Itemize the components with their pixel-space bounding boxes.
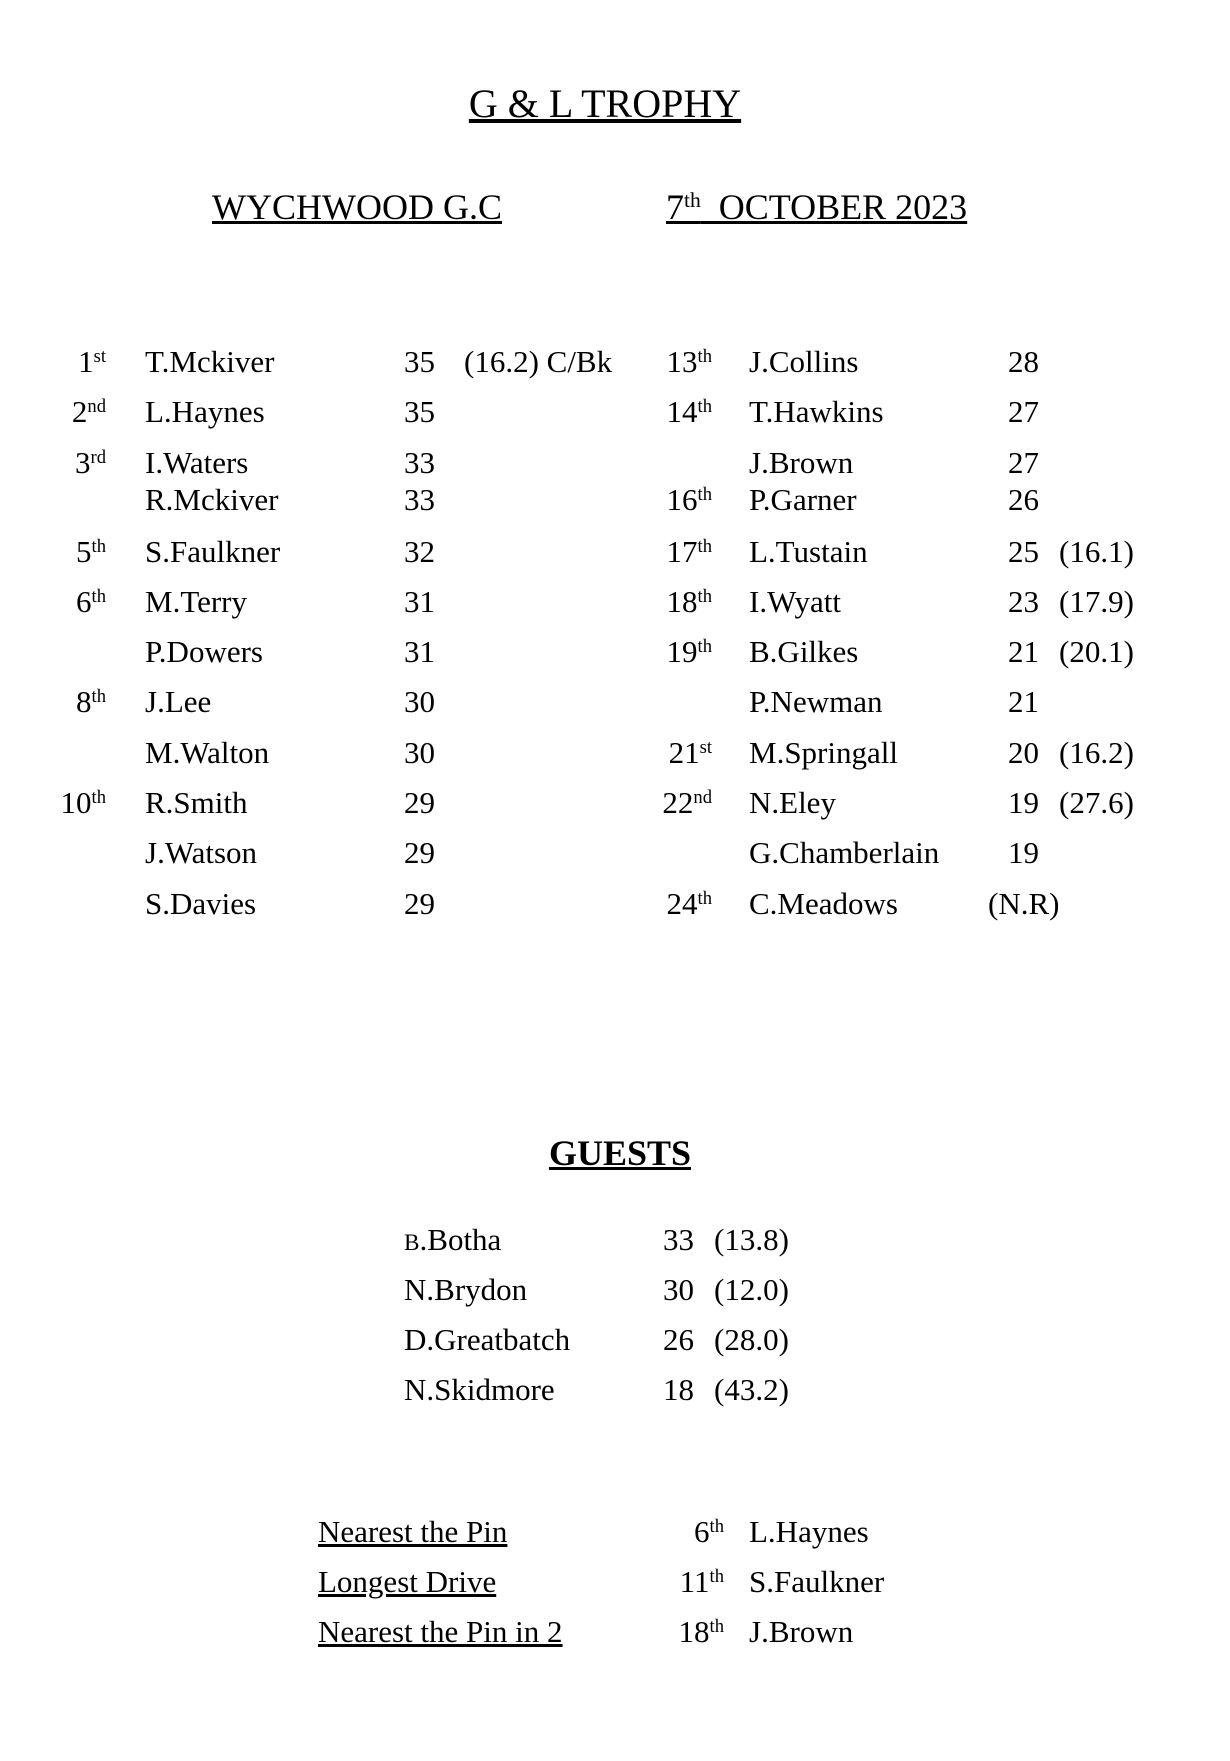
- prize-hole-suffix: th: [709, 1565, 724, 1587]
- player-score: 26: [1008, 482, 1039, 517]
- position-suffix: th: [697, 345, 712, 367]
- prize-hole-number: 11: [679, 1564, 710, 1599]
- player-name: P.Garner: [749, 482, 857, 517]
- player-score: 28: [1008, 344, 1039, 379]
- position-cell: [650, 785, 712, 821]
- position-suffix: th: [697, 535, 712, 557]
- player-name: G.Chamberlain: [749, 835, 940, 870]
- guest-surname: D.Greatbatch: [404, 1322, 571, 1357]
- position-suffix: th: [697, 483, 712, 505]
- player-note: (20.1): [1059, 634, 1134, 669]
- prize-hole-suffix: th: [709, 1515, 724, 1537]
- guest-score: 33: [663, 1222, 694, 1257]
- player-score: 35: [404, 394, 435, 429]
- date-day: 7: [666, 187, 684, 227]
- prize-hole: [640, 1514, 724, 1550]
- player-score: 31: [404, 634, 435, 669]
- guest-note: (28.0): [714, 1322, 789, 1357]
- player-score: (N.R): [988, 886, 1060, 921]
- player-name: L.Tustain: [749, 534, 868, 569]
- page-title: G & L TROPHY: [468, 81, 742, 126]
- player-score: 32: [404, 534, 435, 569]
- player-name: M.Walton: [145, 735, 270, 770]
- position-number: 6: [76, 584, 92, 619]
- player-score: 31: [404, 584, 435, 619]
- player-name: I.Wyatt: [749, 584, 841, 619]
- position-number: 22: [662, 785, 694, 820]
- position-suffix: th: [91, 786, 106, 808]
- player-score: 21: [1008, 684, 1039, 719]
- player-score: 29: [404, 886, 435, 921]
- guest-note: (43.2): [714, 1372, 789, 1407]
- prize-label: Longest Drive: [318, 1564, 497, 1599]
- position-suffix: th: [697, 635, 712, 657]
- guest-initial: B: [404, 1230, 420, 1256]
- position-cell: [50, 445, 106, 481]
- position-number: 10: [60, 785, 92, 820]
- player-name: J.Brown: [749, 445, 854, 480]
- player-name: L.Haynes: [145, 394, 265, 429]
- position-cell: [650, 584, 712, 620]
- player-name: C.Meadows: [749, 886, 898, 921]
- position-cell: [50, 534, 106, 570]
- guest-surname: N.Brydon: [404, 1272, 528, 1307]
- position-cell: [650, 394, 712, 430]
- prize-hole-suffix: th: [709, 1615, 724, 1637]
- guest-name: [404, 1322, 570, 1358]
- prize-winner: S.Faulkner: [749, 1564, 885, 1599]
- position-number: 13: [666, 344, 698, 379]
- position-cell: [50, 684, 106, 720]
- position-number: 2: [71, 394, 88, 429]
- date-heading: [666, 186, 967, 228]
- player-score: 27: [1008, 445, 1039, 480]
- position-number: 18: [666, 584, 698, 619]
- position-number: 19: [666, 634, 698, 669]
- player-name: J.Watson: [145, 835, 258, 870]
- position-suffix: th: [697, 887, 712, 909]
- position-number: 24: [666, 886, 698, 921]
- guest-name: [404, 1222, 501, 1261]
- player-note: (27.6): [1059, 785, 1134, 820]
- position-number: 16: [666, 482, 698, 517]
- position-suffix: nd: [87, 395, 106, 417]
- player-score: 35: [404, 344, 435, 379]
- player-score: 20: [1008, 735, 1039, 770]
- position-cell: [650, 482, 712, 518]
- player-score: 33: [404, 482, 435, 517]
- position-number: 3: [75, 445, 91, 480]
- player-name: R.Smith: [145, 785, 248, 820]
- guest-score: 30: [663, 1272, 694, 1307]
- player-score: 30: [404, 735, 435, 770]
- position-cell: [50, 344, 106, 380]
- position-suffix: th: [697, 395, 712, 417]
- position-number: 21: [668, 735, 700, 770]
- position-suffix: st: [93, 345, 106, 367]
- player-score: 23: [1008, 584, 1039, 619]
- position-number: 14: [666, 394, 698, 429]
- position-cell: [650, 886, 712, 922]
- position-suffix: th: [91, 535, 106, 557]
- position-suffix: nd: [693, 786, 712, 808]
- position-suffix: th: [697, 585, 712, 607]
- guest-score: 18: [663, 1372, 694, 1407]
- date-suffix: th: [684, 188, 701, 213]
- player-score: 19: [1008, 785, 1039, 820]
- position-suffix: th: [91, 585, 106, 607]
- player-name: M.Terry: [145, 584, 247, 619]
- player-note: (16.2) C/Bk: [464, 344, 613, 379]
- guest-score: 26: [663, 1322, 694, 1357]
- position-number: 17: [666, 534, 698, 569]
- player-name: T.Hawkins: [749, 394, 884, 429]
- player-score: 30: [404, 684, 435, 719]
- guests-heading: GUESTS: [548, 1133, 692, 1173]
- player-note: (17.9): [1059, 584, 1134, 619]
- player-score: 25: [1008, 534, 1039, 569]
- guest-surname: .Botha: [419, 1222, 502, 1257]
- player-score: 27: [1008, 394, 1039, 429]
- position-suffix: rd: [90, 446, 106, 468]
- player-name: P.Newman: [749, 684, 883, 719]
- prize-hole-number: 6: [694, 1514, 710, 1549]
- position-number: 1: [78, 344, 94, 379]
- prize-hole: [640, 1614, 724, 1650]
- player-name: S.Davies: [145, 886, 257, 921]
- prize-hole: [640, 1564, 724, 1600]
- guest-name: [404, 1372, 555, 1408]
- guest-surname: N.Skidmore: [404, 1372, 555, 1407]
- position-cell: [650, 634, 712, 670]
- player-name: N.Eley: [749, 785, 836, 820]
- player-name: S.Faulkner: [145, 534, 281, 569]
- player-name: B.Gilkes: [749, 634, 859, 669]
- player-name: J.Collins: [749, 344, 859, 379]
- prize-label: Nearest the Pin: [318, 1514, 508, 1549]
- guest-note: (13.8): [714, 1222, 789, 1257]
- position-cell: [650, 735, 712, 771]
- player-name: T.Mckiver: [145, 344, 275, 379]
- guest-name: [404, 1272, 527, 1308]
- prize-winner: J.Brown: [749, 1614, 854, 1649]
- prize-label: Nearest the Pin in 2: [318, 1614, 563, 1649]
- position-cell: [650, 344, 712, 380]
- player-score: 19: [1008, 835, 1039, 870]
- player-note: (16.2): [1059, 735, 1134, 770]
- prize-winner: L.Haynes: [749, 1514, 869, 1549]
- player-name: I.Waters: [145, 445, 249, 480]
- position-number: 5: [76, 534, 92, 569]
- player-score: 29: [404, 835, 435, 870]
- position-cell: [50, 584, 106, 620]
- player-score: 29: [404, 785, 435, 820]
- venue-heading: WYCHWOOD G.C: [212, 187, 502, 227]
- position-suffix: th: [91, 685, 106, 707]
- guest-note: (12.0): [714, 1272, 789, 1307]
- player-name: M.Springall: [749, 735, 898, 770]
- position-cell: [650, 534, 712, 570]
- player-score: 33: [404, 445, 435, 480]
- player-score: 21: [1008, 634, 1039, 669]
- date-rest: OCTOBER 2023: [700, 187, 968, 227]
- position-number: 8: [76, 684, 92, 719]
- player-name: J.Lee: [145, 684, 212, 719]
- player-note: (16.1): [1059, 534, 1134, 569]
- prize-hole-number: 18: [678, 1614, 710, 1649]
- position-cell: [50, 785, 106, 821]
- player-name: R.Mckiver: [145, 482, 279, 517]
- position-suffix: st: [699, 736, 712, 758]
- player-name: P.Dowers: [145, 634, 263, 669]
- position-cell: [50, 394, 106, 430]
